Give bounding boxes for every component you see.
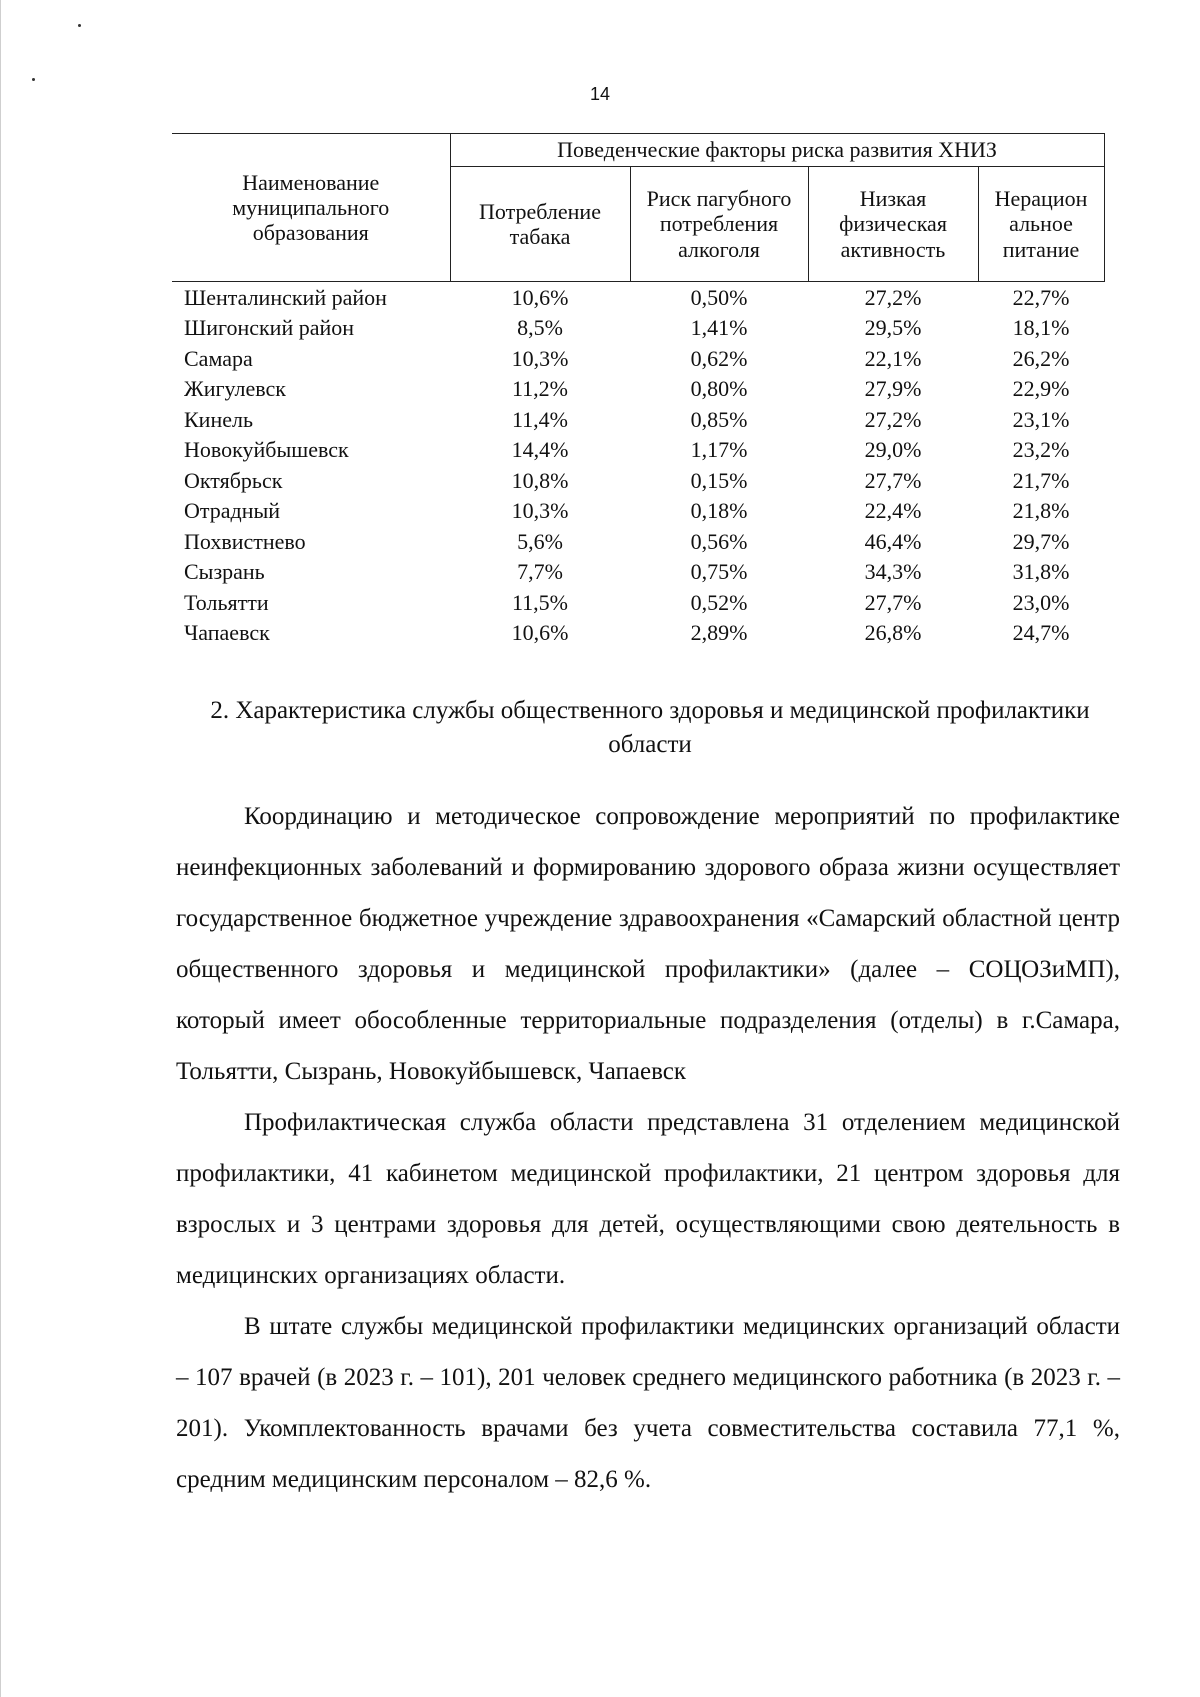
municipality-cell: Новокуйбышевск — [184, 437, 349, 463]
value-cell: 0,85% — [690, 406, 748, 432]
municipality-cell: Отрадный — [184, 498, 281, 524]
scan-speck — [78, 24, 81, 27]
municipality-cell: Тольятти — [184, 589, 269, 615]
value-cell: 23,2% — [1012, 437, 1070, 463]
value-cell: 29,5% — [864, 315, 922, 341]
body-text — [176, 791, 1120, 1505]
paragraph: Профилактическая служба области представлена 31 отделением медицинской профилактики, 41 кабинетом медицинской профилактики, 21 центром здоровья для взрослых и 3 центрами здоровья для детей, осуществляющими свою деятельность в медицинских организациях области. — [176, 1109, 1120, 1289]
value-cell: 21,7% — [1012, 467, 1070, 493]
value-cell: 27,7% — [864, 589, 922, 615]
value-cell: 0,18% — [690, 498, 748, 524]
value-cell: 7,7% — [517, 559, 563, 585]
value-cell: 8,5% — [517, 315, 563, 341]
table-row — [172, 465, 1104, 496]
value-cell: 23,0% — [1012, 589, 1070, 615]
table-body — [172, 282, 1104, 649]
value-cell: 1,41% — [690, 315, 748, 341]
page-number: 14 — [589, 84, 611, 104]
value-cell: 5,6% — [517, 528, 563, 554]
value-cell: 10,6% — [511, 284, 569, 310]
table-row — [172, 374, 1104, 405]
value-cell: 11,4% — [511, 406, 568, 432]
municipality-cell: Шенталинский район — [184, 284, 387, 310]
column-header-nutrition: Нерацион альное питание — [978, 167, 1104, 282]
municipality-cell: Жигулевск — [184, 376, 286, 402]
value-cell: 22,1% — [864, 345, 922, 371]
value-cell: 0,15% — [690, 467, 748, 493]
paragraph: В штате службы медицинской профилактики медицинских организаций области – 107 врачей (в 2023 г. – 101), 201 человек среднего медицинского работника (в 2023 г. – 201). Укомплектованность врачами без учета совместительства составила 77,1 %, средним медицинским персоналом – 82,6 %. — [176, 1313, 1120, 1493]
table-row — [172, 496, 1104, 527]
column-header-activity: Низкая физическая активность — [808, 167, 978, 282]
value-cell: 46,4% — [864, 528, 922, 554]
table-row — [172, 587, 1104, 618]
municipality-cell: Самара — [184, 345, 253, 371]
value-cell: 11,5% — [511, 589, 568, 615]
value-cell: 0,50% — [690, 284, 748, 310]
scan-edge — [0, 0, 1, 1697]
value-cell: 0,56% — [690, 528, 748, 554]
section-heading: 2. Характеристика службы общественного здоровья и медицинской профилактики области — [210, 697, 1090, 758]
table-row — [172, 343, 1104, 374]
value-cell: 29,7% — [1012, 528, 1070, 554]
value-cell: 21,8% — [1012, 498, 1070, 524]
value-cell: 11,2% — [511, 376, 568, 402]
table-row — [172, 618, 1104, 649]
value-cell: 10,8% — [511, 467, 569, 493]
value-cell: 27,7% — [864, 467, 922, 493]
value-cell: 29,0% — [864, 437, 922, 463]
group-header: Поведенческие факторы риска развития ХНИЗ — [450, 134, 1104, 167]
value-cell: 27,2% — [864, 406, 922, 432]
table-row — [172, 435, 1104, 466]
column-header-name: Наименование муниципального образования — [172, 134, 450, 282]
value-cell: 10,6% — [511, 620, 569, 646]
value-cell: 23,1% — [1012, 406, 1070, 432]
value-cell: 10,3% — [511, 498, 569, 524]
value-cell: 10,3% — [511, 345, 569, 371]
value-cell: 27,9% — [864, 376, 922, 402]
table-row — [172, 282, 1104, 313]
table-row — [172, 526, 1104, 557]
table-row — [172, 404, 1104, 435]
value-cell: 18,1% — [1012, 315, 1070, 341]
paragraph: Координацию и методическое сопровождение мероприятий по профилактике неинфекционных заболеваний и формированию здорового образа жизни осуществляет государственное бюджетное учреждение здравоохранения «Самарский областной центр общественного здоровья и медицинской профилактики» (далее – СОЦОЗиМП), который имеет обособленные территориальные подразделения (отделы) в г.Самара, Тольятти, Сызрань, Новокуйбышевск, Чапаевск — [176, 803, 1120, 1085]
value-cell: 0,52% — [690, 589, 748, 615]
municipality-cell: Чапаевск — [184, 620, 270, 646]
value-cell: 0,80% — [690, 376, 748, 402]
value-cell: 24,7% — [1012, 620, 1070, 646]
value-cell: 0,75% — [690, 559, 748, 585]
value-cell: 14,4% — [511, 437, 569, 463]
scan-speck — [32, 78, 35, 81]
column-header-tobacco: Потребление табака — [450, 167, 630, 282]
value-cell: 31,8% — [1012, 559, 1070, 585]
value-cell: 26,2% — [1012, 345, 1070, 371]
table-row — [172, 557, 1104, 588]
municipality-cell: Кинель — [184, 406, 253, 432]
value-cell: 0,62% — [690, 345, 748, 371]
value-cell: 22,7% — [1012, 284, 1070, 310]
municipality-cell: Похвистнево — [184, 528, 306, 554]
value-cell: 2,89% — [690, 620, 748, 646]
value-cell: 26,8% — [864, 620, 922, 646]
risk-factors-table — [172, 133, 1105, 648]
table-row — [172, 313, 1104, 344]
municipality-cell: Сызрань — [184, 559, 265, 585]
column-header-alcohol: Риск пагубного потребления алкоголя — [630, 167, 808, 282]
value-cell: 22,9% — [1012, 376, 1070, 402]
value-cell: 1,17% — [690, 437, 748, 463]
municipality-cell: Шигонский район — [184, 315, 355, 341]
value-cell: 22,4% — [864, 498, 922, 524]
value-cell: 34,3% — [864, 559, 922, 585]
municipality-cell: Октябрьск — [184, 467, 283, 493]
value-cell: 27,2% — [864, 284, 922, 310]
